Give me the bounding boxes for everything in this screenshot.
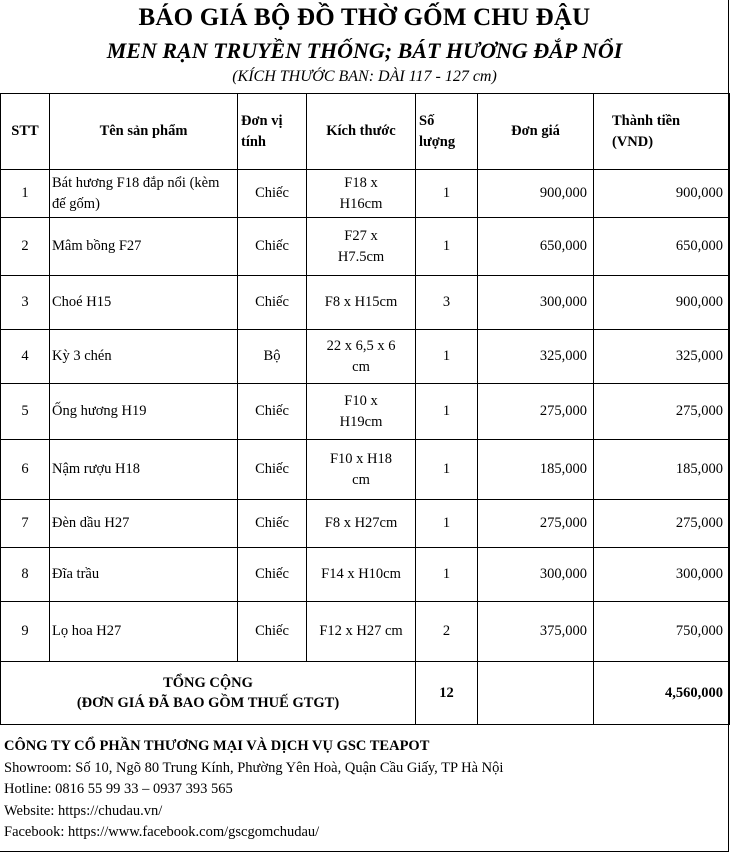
cell-stt: 8: [1, 548, 50, 602]
cell-qty: 1: [416, 384, 478, 440]
summary-total: 4,560,000: [594, 662, 730, 725]
cell-price: 300,000: [478, 276, 594, 330]
table-row: [1, 276, 730, 330]
cell-unit: Chiếc: [238, 384, 307, 440]
cell-name: Đĩa trầu: [50, 548, 238, 602]
col-header-price: Đơn giá: [478, 94, 594, 170]
cell-price: 300,000: [478, 548, 594, 602]
summary-row: [1, 662, 730, 725]
cell-unit: Chiếc: [238, 218, 307, 276]
cell-unit: Chiếc: [238, 500, 307, 548]
col-header-qty: Số lượng: [416, 94, 478, 170]
cell-stt: 7: [1, 500, 50, 548]
table-row: [1, 500, 730, 548]
cell-name: Kỳ 3 chén: [50, 330, 238, 384]
cell-qty: 1: [416, 330, 478, 384]
website-link[interactable]: Website: https://chudau.vn/: [4, 802, 163, 819]
cell-size: F8 x H27cm: [307, 500, 416, 548]
col-header-unit: Đơn vị tính: [238, 94, 307, 170]
table-row: [1, 548, 730, 602]
cell-total: 300,000: [594, 548, 730, 602]
company-footer: [4, 736, 503, 844]
cell-size: F12 x H27 cm: [307, 602, 416, 662]
cell-total: 650,000: [594, 218, 730, 276]
cell-stt: 9: [1, 602, 50, 662]
cell-price: 375,000: [478, 602, 594, 662]
cell-unit: Chiếc: [238, 276, 307, 330]
cell-total: 900,000: [594, 276, 730, 330]
cell-qty: 1: [416, 170, 478, 218]
cell-stt: 3: [1, 276, 50, 330]
table-row: [1, 440, 730, 500]
cell-size: 22 x 6,5 x 6 cm: [307, 330, 416, 384]
cell-price: 900,000: [478, 170, 594, 218]
cell-total: 185,000: [594, 440, 730, 500]
cell-unit: Chiếc: [238, 602, 307, 662]
cell-size: F8 x H15cm: [307, 276, 416, 330]
showroom-address: Showroom: Số 10, Ngõ 80 Trung Kính, Phường Yên Hoà, Quận Cầu Giấy, TP Hà Nội: [4, 759, 504, 776]
cell-price: 275,000: [478, 384, 594, 440]
cell-size: F18 x H16cm: [307, 170, 416, 218]
col-header-name: Tên sản phẩm: [50, 94, 238, 170]
cell-total: 325,000: [594, 330, 730, 384]
cell-name: Bát hương F18 đắp nổi (kèm đế gốm): [50, 170, 238, 218]
cell-price: 650,000: [478, 218, 594, 276]
cell-total: 900,000: [594, 170, 730, 218]
table-row: [1, 330, 730, 384]
company-name: CÔNG TY CỔ PHẦN THƯƠNG MẠI VÀ DỊCH VỤ GSC TEAPOT: [4, 738, 430, 754]
cell-size: F10 x H19cm: [307, 384, 416, 440]
cell-stt: 4: [1, 330, 50, 384]
table-row: [1, 602, 730, 662]
cell-qty: 1: [416, 440, 478, 500]
size-note: (KÍCH THƯỚC BAN: DÀI 117 - 127 cm): [232, 68, 497, 85]
cell-price: 325,000: [478, 330, 594, 384]
page-subtitle: MEN RẠN TRUYỀN THỐNG; BÁT HƯƠNG ĐẮP NỔI: [106, 38, 623, 63]
cell-name: Lọ hoa H27: [50, 602, 238, 662]
summary-empty-cell: [478, 662, 594, 725]
table-header-row: [1, 94, 730, 170]
cell-name: Đèn dầu H27: [50, 500, 238, 548]
cell-name: Nậm rượu H18: [50, 440, 238, 500]
cell-unit: Chiếc: [238, 440, 307, 500]
hotline: Hotline: 0816 55 99 33 – 0937 393 565: [4, 781, 233, 797]
cell-stt: 2: [1, 218, 50, 276]
cell-price: 185,000: [478, 440, 594, 500]
cell-stt: 5: [1, 384, 50, 440]
cell-name: Mâm bồng F27: [50, 218, 238, 276]
summary-qty: 12: [416, 662, 478, 725]
cell-name: Choé H15: [50, 276, 238, 330]
table-row: [1, 170, 730, 218]
cell-size: F27 x H7.5cm: [307, 218, 416, 276]
col-header-total: Thành tiền (VND): [594, 94, 730, 170]
cell-total: 750,000: [594, 602, 730, 662]
cell-stt: 6: [1, 440, 50, 500]
page-title: BÁO GIÁ BỘ ĐỒ THỜ GỐM CHU ĐẬU: [138, 4, 591, 31]
cell-price: 275,000: [478, 500, 594, 548]
cell-qty: 1: [416, 218, 478, 276]
cell-stt: 1: [1, 170, 50, 218]
cell-size: F14 x H10cm: [307, 548, 416, 602]
col-header-stt: STT: [1, 94, 50, 170]
quote-table: [0, 93, 730, 725]
summary-label: TỔNG CỘNG (ĐƠN GIÁ ĐÃ BAO GỒM THUẾ GTGT): [1, 662, 416, 725]
cell-qty: 1: [416, 500, 478, 548]
cell-total: 275,000: [594, 384, 730, 440]
table-row: [1, 218, 730, 276]
cell-qty: 2: [416, 602, 478, 662]
table-row: [1, 384, 730, 440]
cell-unit: Chiếc: [238, 170, 307, 218]
cell-name: Ống hương H19: [50, 384, 238, 440]
cell-total: 275,000: [594, 500, 730, 548]
cell-qty: 3: [416, 276, 478, 330]
cell-size: F10 x H18 cm: [307, 440, 416, 500]
cell-unit: Bộ: [238, 330, 307, 384]
cell-unit: Chiếc: [238, 548, 307, 602]
facebook-link[interactable]: Facebook: https://www.facebook.com/gscgomchudau/: [4, 824, 320, 840]
cell-qty: 1: [416, 548, 478, 602]
col-header-size: Kích thước: [307, 94, 416, 170]
